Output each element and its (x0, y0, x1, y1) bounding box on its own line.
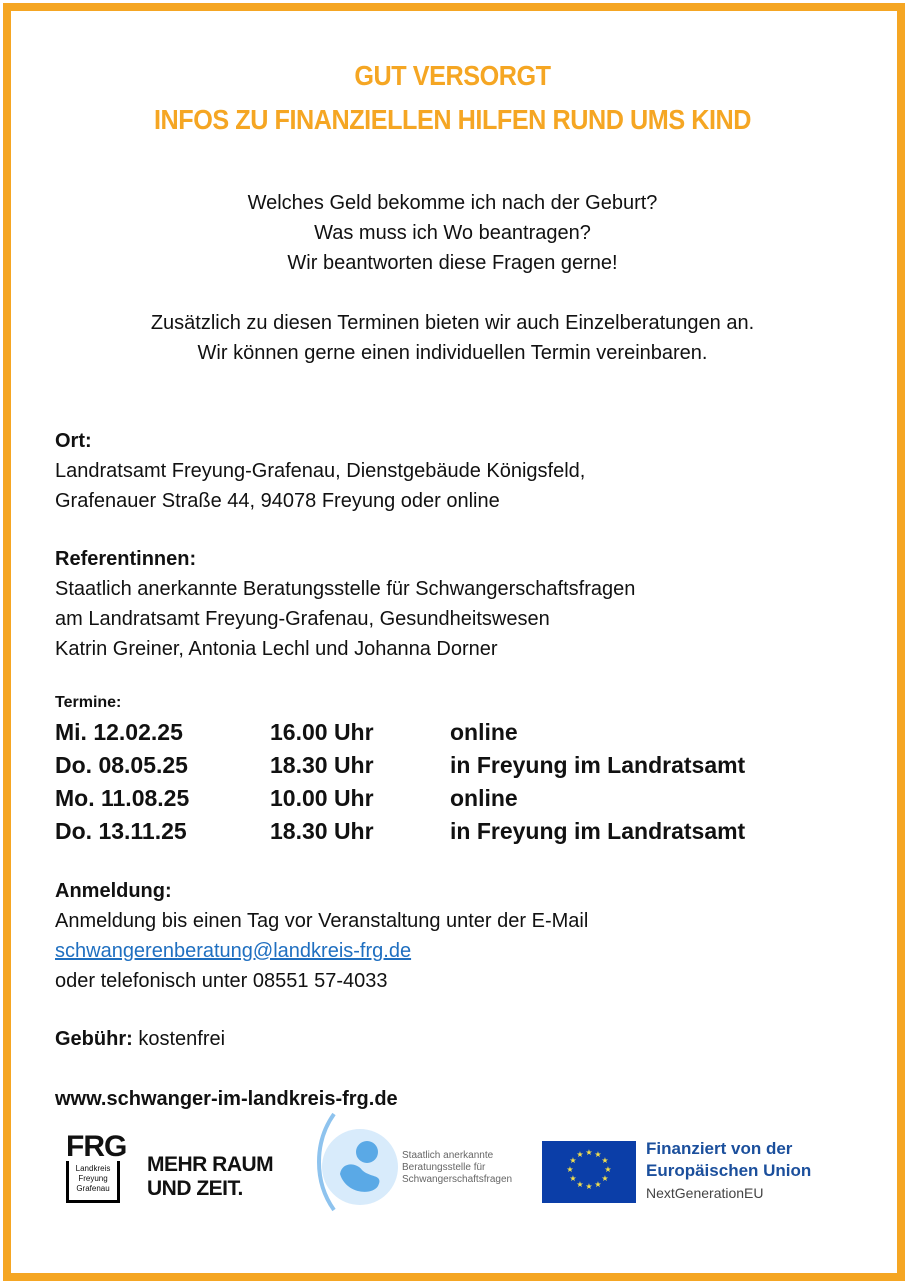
svg-text:★: ★ (569, 1174, 577, 1183)
intro-questions (0, 188, 905, 278)
termin-place: online (450, 719, 518, 745)
website-link[interactable]: www.schwanger-im-landkreis-frg.de (55, 1088, 398, 1110)
termin-place: in Freyung im Landratsamt (450, 818, 746, 844)
gebuehr-section (55, 1024, 225, 1054)
eu-line: NextGenerationEU (646, 1185, 764, 1201)
gebuehr-value: kostenfrei (132, 1028, 226, 1050)
frg-logo (66, 1130, 127, 1203)
referentinnen-line: Staatlich anerkannte Beratungsstelle für Schwangerschaftsfragen (55, 578, 636, 600)
termin-date: Mi. 12.02.25 (55, 719, 183, 745)
referentinnen-line: am Landratsamt Freyung-Grafenau, Gesundheitswesen (55, 608, 550, 630)
referentinnen-line: Katrin Greiner, Antonia Lechl und Johanna Dorner (55, 638, 498, 660)
anmeldung-section (55, 876, 588, 996)
termin-date: Mo. 11.08.25 (55, 785, 190, 811)
eu-line: Finanziert von der (646, 1139, 793, 1158)
svg-text:★: ★ (566, 1165, 574, 1174)
termin-row (55, 782, 815, 815)
svg-text:★: ★ (601, 1156, 609, 1165)
svg-text:★: ★ (585, 1148, 593, 1157)
referentinnen-label: Referentinnen: (55, 548, 197, 570)
eu-funding-text (646, 1138, 811, 1204)
svg-text:★: ★ (604, 1165, 612, 1174)
anmeldung-phone: oder telefonisch unter 08551 57-4033 (55, 970, 388, 992)
beratung-line: Staatlich anerkannte (402, 1150, 494, 1161)
frg-abbr: FRG (66, 1130, 127, 1163)
slogan (147, 1153, 273, 1201)
intro-extra-line: Zusätzlich zu diesen Terminen bieten wir auch Einzelberatungen an. (150, 312, 755, 334)
termin-date: Do. 08.05.25 (55, 752, 188, 778)
termine-table (55, 716, 815, 848)
frg-line: Grafenau (76, 1184, 110, 1193)
anmeldung-text: Anmeldung bis einen Tag vor Veranstaltung unter der E-Mail (55, 910, 589, 932)
termin-row (55, 749, 815, 782)
slogan-line: MEHR RAUM (147, 1153, 274, 1176)
svg-text:★: ★ (594, 1180, 602, 1189)
title-line2: INFOS ZU FINANZIELLEN HILFEN RUND UMS KIND (153, 104, 752, 135)
intro-line: Was muss ich Wo beantragen? (314, 222, 591, 244)
termin-time: 18.30 Uhr (270, 752, 374, 778)
intro-extra-line: Wir können gerne einen individuellen Termin vereinbaren. (197, 342, 708, 364)
frg-line: Freyung (78, 1174, 108, 1183)
baby-icon (312, 1112, 402, 1217)
termin-place: in Freyung im Landratsamt (450, 752, 746, 778)
termin-place: online (450, 785, 518, 811)
svg-text:★: ★ (594, 1150, 602, 1159)
anmeldung-label: Anmeldung: (55, 880, 172, 902)
termine-label: Termine: (55, 694, 122, 711)
referentinnen-section (55, 544, 635, 664)
email-link[interactable]: schwangerenberatung@landkreis-frg.de (55, 940, 412, 962)
intro-line: Welches Geld bekomme ich nach der Geburt? (247, 192, 658, 214)
ort-label: Ort: (55, 430, 92, 452)
svg-text:★: ★ (601, 1174, 609, 1183)
intro-line: Wir beantworten diese Fragen gerne! (287, 252, 618, 274)
eu-flag-icon (542, 1141, 636, 1203)
ort-section (55, 426, 585, 516)
termin-row (55, 716, 815, 749)
title-line1: GUT VERSORGT (354, 60, 551, 91)
svg-text:★: ★ (576, 1150, 584, 1159)
termin-date: Do. 13.11.25 (55, 818, 187, 844)
beratung-logo-text (402, 1150, 512, 1186)
termin-time: 10.00 Uhr (270, 785, 374, 811)
ort-line: Landratsamt Freyung-Grafenau, Dienstgebäude Königsfeld, (55, 460, 586, 482)
eu-line: Europäischen Union (646, 1161, 812, 1180)
gebuehr-label: Gebühr: (55, 1028, 133, 1050)
intro-extra (0, 308, 905, 368)
svg-text:★: ★ (576, 1180, 584, 1189)
termin-row (55, 815, 815, 848)
ort-line: Grafenauer Straße 44, 94078 Freyung oder online (55, 490, 500, 512)
termin-time: 16.00 Uhr (270, 719, 374, 745)
frg-box (66, 1161, 120, 1203)
slogan-line: UND ZEIT. (147, 1177, 243, 1200)
svg-text:★: ★ (569, 1156, 577, 1165)
frg-line: Landkreis (75, 1164, 111, 1173)
beratung-line: Beratungsstelle für (402, 1162, 486, 1173)
svg-text:★: ★ (585, 1182, 593, 1191)
beratung-line: Schwangerschaftsfragen (402, 1174, 513, 1185)
termin-time: 18.30 Uhr (270, 818, 374, 844)
